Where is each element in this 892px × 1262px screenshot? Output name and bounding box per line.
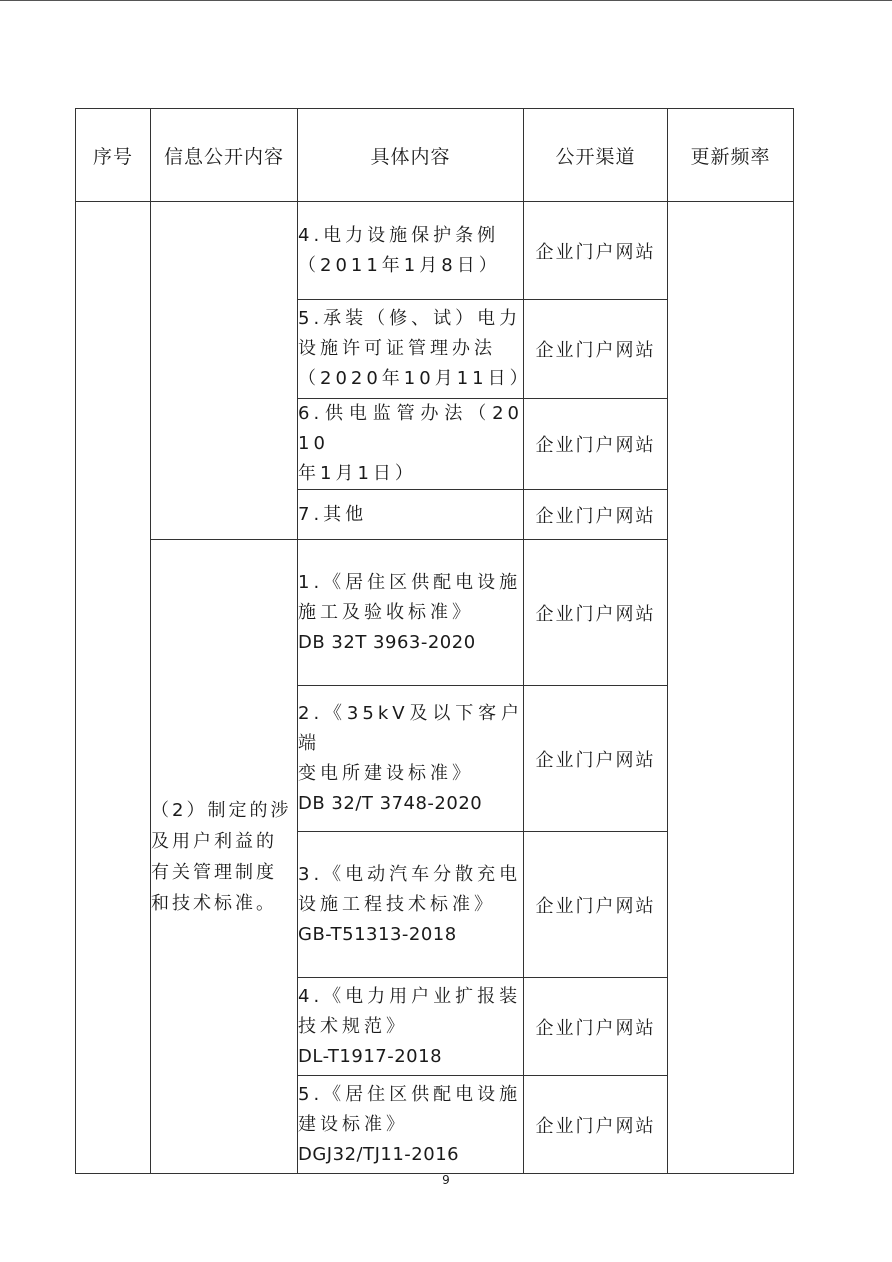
detail-cell: 5.《居住区供配电设施 建设标准》 DGJ32/TJ11-2016 (298, 1076, 524, 1174)
detail-cell: 1.《居住区供配电设施 施工及验收标准》 DB 32T 3963-2020 (298, 540, 524, 686)
detail-cell: 5.承装（修、试）电力 设施许可证管理办法 （2020年10月11日） (298, 300, 524, 399)
header-channel: 公开渠道 (524, 109, 668, 202)
header-detail-content: 具体内容 (298, 109, 524, 202)
category-cell: （2）制定的涉及用户利益的有关管理制度和技术标准。 (151, 540, 298, 1174)
header-seq: 序号 (76, 109, 151, 202)
channel-cell: 企业门户网站 (524, 978, 668, 1076)
header-frequency: 更新频率 (668, 109, 794, 202)
seq-cell (76, 202, 151, 1174)
detail-cell: 2.《35kV及以下客户端 变电所建设标准》 DB 32/T 3748-2020 (298, 686, 524, 832)
channel-cell: 企业门户网站 (524, 686, 668, 832)
channel-cell: 企业门户网站 (524, 399, 668, 490)
table-header-row (76, 109, 794, 202)
detail-cell: 7.其他 (298, 490, 524, 540)
top-border-line (0, 0, 892, 1)
detail-cell: 6.供电监管办法（2010 年1月1日） (298, 399, 524, 490)
channel-cell: 企业门户网站 (524, 540, 668, 686)
table-row (76, 202, 794, 300)
page-number: 9 (442, 1173, 450, 1187)
channel-cell: 企业门户网站 (524, 1076, 668, 1174)
channel-cell: 企业门户网站 (524, 490, 668, 540)
channel-cell: 企业门户网站 (524, 202, 668, 300)
channel-cell: 企业门户网站 (524, 300, 668, 399)
category-cell-continued (151, 202, 298, 540)
header-info-content: 信息公开内容 (151, 109, 298, 202)
frequency-cell (668, 202, 794, 1174)
detail-cell: 3.《电动汽车分散充电 设施工程技术标准》 GB-T51313-2018 (298, 832, 524, 978)
disclosure-table (75, 108, 794, 1174)
detail-cell: 4.电力设施保护条例 （2011年1月8日） (298, 202, 524, 300)
detail-cell: 4.《电力用户业扩报装 技术规范》 DL-T1917-2018 (298, 978, 524, 1076)
channel-cell: 企业门户网站 (524, 832, 668, 978)
